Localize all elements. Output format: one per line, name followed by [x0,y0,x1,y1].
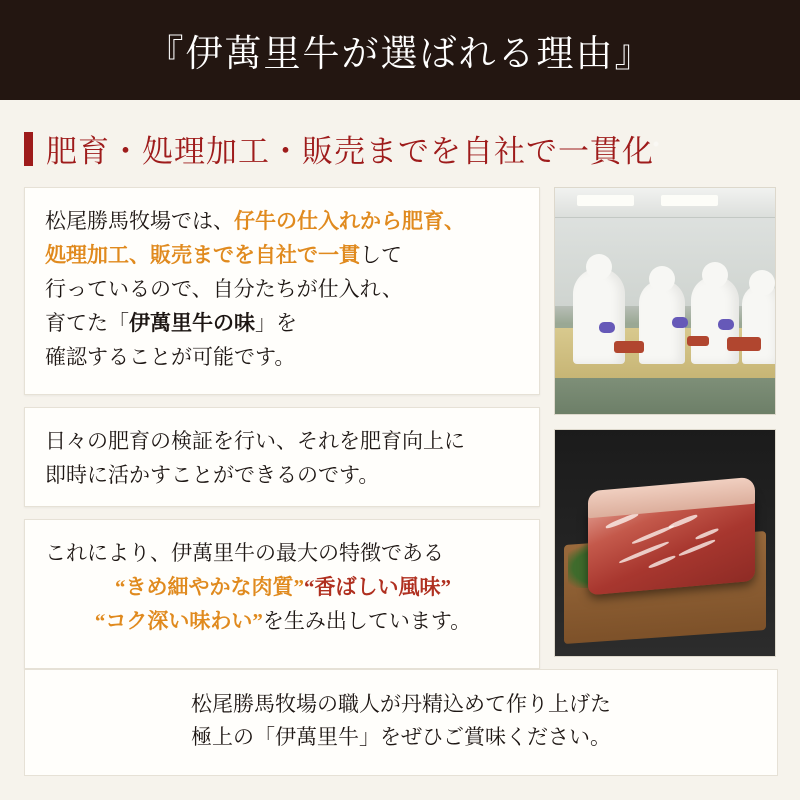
card-verification [24,407,540,507]
page-header [0,0,800,100]
section-accent-bar [24,132,33,166]
text-segment: を生み出しています。 [262,609,472,634]
card-consistency [24,187,540,395]
page-title: 『伊萬里牛が選ばれる理由』 [146,34,654,75]
text-segment: 確認することが可能です。 [45,345,296,370]
text-segment-highlight: “コク深い味わい” [94,609,263,634]
text-segment-highlight: 仔牛の仕入れから肥育、 [234,209,465,233]
text-segment: 行っているので、自分たちが仕入れ、 [45,277,403,302]
text-segment: 」を [255,311,297,336]
text-segment: これにより、伊萬里牛の最大の特徴である [45,541,444,566]
card-consistency-text [45,204,521,374]
text-segment: 日々の肥育の検証を行い、それを肥育向上に [45,429,465,453]
card-features-line2 [45,570,521,604]
card-verification-text [45,424,521,492]
text-segment: して [360,243,402,268]
text-segment-highlight: “香ばしい風味” [304,575,451,600]
footer-line-2: 極上の「伊萬里牛」をぜひご賞味ください。 [191,725,611,750]
text-column [24,187,540,669]
section-heading [0,100,800,177]
text-segment: 松尾勝馬牧場では、 [45,209,234,233]
footer-line-1: 松尾勝馬牧場の職人が丹精込めて作り上げた [191,691,611,716]
photo-column [554,187,776,669]
text-segment-highlight: 処理加工、販売までを自社で一貫 [45,243,360,268]
text-segment: 即時に活かすことができるのです。 [45,463,380,488]
photo-wagyu-beef-block [554,429,776,657]
text-segment-highlight: 伊萬里牛の味 [129,311,255,336]
footer-message [24,669,778,776]
content-area [0,177,800,669]
card-features-line1 [45,536,521,570]
text-segment-highlight: “きめ細やかな肉質” [115,575,304,600]
card-features-line3 [45,604,521,638]
card-features [24,519,540,669]
section-title: 肥育・処理加工・販売までを自社で一貫化 [46,134,654,169]
text-segment: 育てた「 [45,311,129,336]
photo-processing-facility [554,187,776,415]
